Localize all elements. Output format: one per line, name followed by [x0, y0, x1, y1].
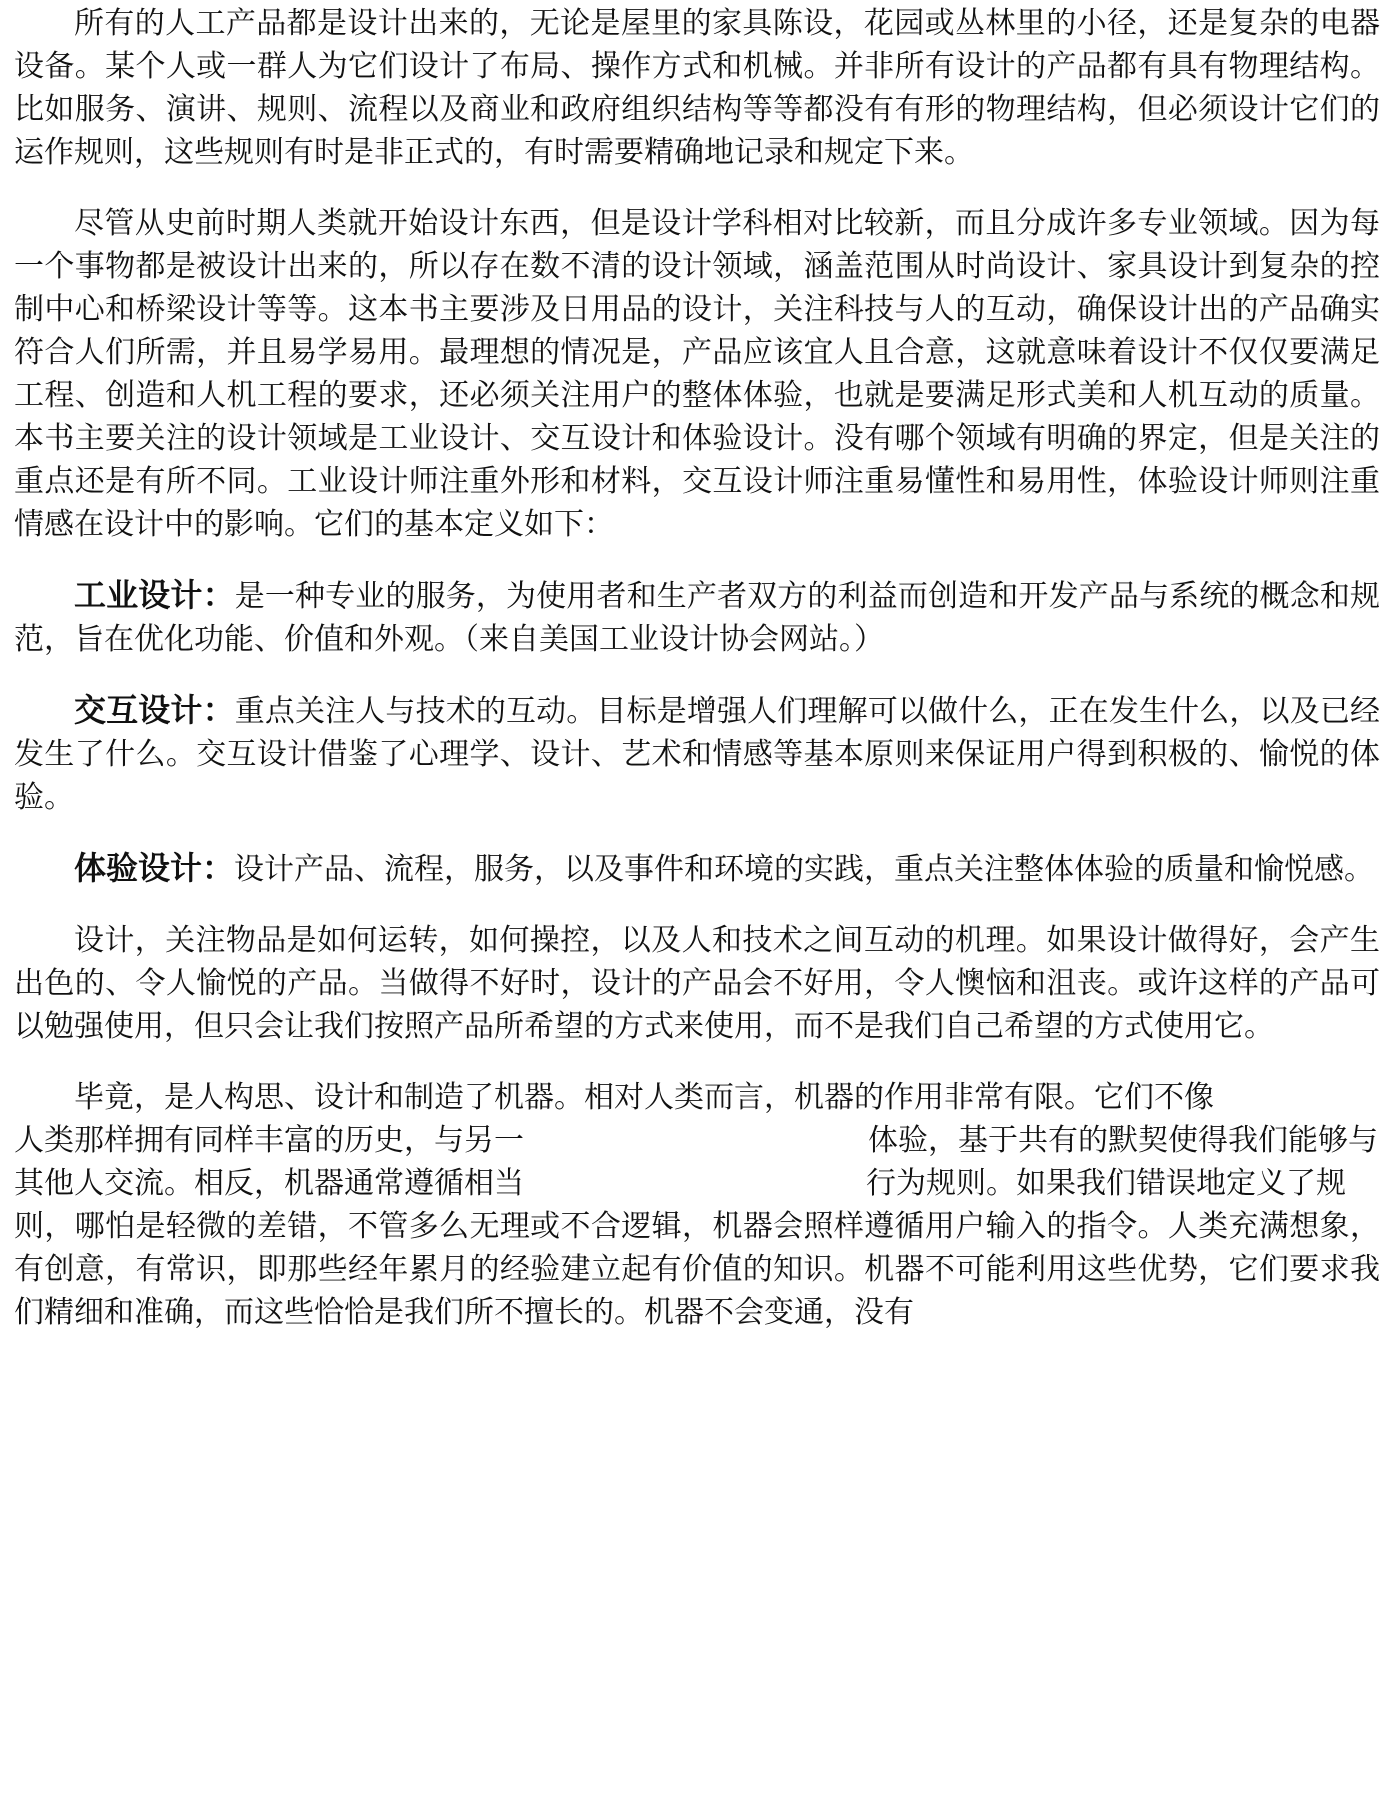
machines-line-1: 毕竟，是人构思、设计和制造了机器。相对人类而言，机器的作用非常有限。它们不像	[74, 1080, 1214, 1115]
paragraph-design-fields: 尽管从史前时期人类就开始设计东西，但是设计学科相对比较新，而且分成许多专业领域。因为每一个事物都是被设计出来的，所以存在数不清的设计领域，涵盖范围从时尚设计、家具设计到复杂的控制中心和桥梁设计等等。这本书主要涉及日用品的设计，关注科技与人的互动，确保设计出的产品确实符合人们所需，并且易学易用。最理想的情况是，产品应该宜人且合意，这就意味着设计不仅仅要满足工程、创造和人机工程的要求，还必须关注用户的整体体验，也就是要满足形式美和人机互动的质量。本书主要关注的设计领域是工业设计、交互设计和体验设计。没有哪个领域有明确的界定，但是关注的重点还是有所不同。工业设计师注重外形和材料，交互设计师注重易懂性和易用性，体验设计师则注重情感在设计中的影响。它们的基本定义如下：	[14, 206, 1380, 542]
definition-term: 体验设计：	[74, 849, 235, 887]
definition-text: 重点关注人与技术的互动。目标是增强人们理解可以做什么，正在发生什么，以及已经发生了什么。交互设计借鉴了心理学、设计、艺术和情感等基本原则来保证用户得到积极的、愉悦的体验。	[14, 694, 1380, 815]
definition-experience-design	[14, 847, 1380, 891]
paragraph-intro: 所有的人工产品都是设计出来的，无论是屋里的家具陈设，花园或丛林里的小径，还是复杂的电器设备。某个人或一群人为它们设计了布局、操作方式和机械。并非所有设计的产品都有具有物理结构。比如服务、演讲、规则、流程以及商业和政府组织结构等等都没有有形的物理结构，但必须设计它们的运作规则，这些规则有时是非正式的，有时需要精确地记录和规定下来。	[14, 6, 1380, 170]
definition-interaction-design	[14, 689, 1380, 819]
definition-text: 设计产品、流程，服务，以及事件和环境的实践，重点关注整体体验的质量和愉悦感。	[234, 852, 1375, 887]
definition-term: 交互设计：	[74, 691, 235, 729]
document-page	[14, 0, 1380, 1334]
definition-text: 是一种专业的服务，为使用者和生产者双方的利益而创造和开发产品与系统的概念和规范，旨在优化功能、价值和外观。（来自美国工业设计协会网站。）	[14, 579, 1380, 657]
machines-line-3-left: 其他人交流。相反，机器通常遵循相当	[14, 1166, 524, 1201]
definition-industrial-design	[14, 574, 1380, 661]
machines-line-3	[14, 1162, 1380, 1205]
definition-term: 工业设计：	[74, 576, 235, 614]
machines-rest: 则，哪怕是轻微的差错，不管多么无理或不合逻辑，机器会照样遵循用户输入的指令。人类充满想象，有创意，有常识，即那些经年累月的经验建立起有价值的知识。机器不可能利用这些优势，它们要求我们精细和准确，而这些恰恰是我们所不擅长的。机器不会变通，没有	[14, 1209, 1380, 1330]
machines-line-2-left: 人类那样拥有同样丰富的历史，与另一	[14, 1123, 524, 1158]
machines-line-2-right: 体验，基于共有的默契使得我们能够与	[868, 1123, 1378, 1158]
paragraph-machines	[14, 1076, 1380, 1334]
paragraph-design-mechanics: 设计，关注物品是如何运转，如何操控，以及人和技术之间互动的机理。如果设计做得好，会产生出色的、令人愉悦的产品。当做得不好时，设计的产品会不好用，令人懊恼和沮丧。或许这样的产品可以勉强使用，但只会让我们按照产品所希望的方式来使用，而不是我们自己希望的方式使用它。	[14, 923, 1380, 1044]
machines-line-2	[14, 1119, 1380, 1162]
machines-line-3-right: 行为规则。如果我们错误地定义了规	[866, 1166, 1346, 1201]
